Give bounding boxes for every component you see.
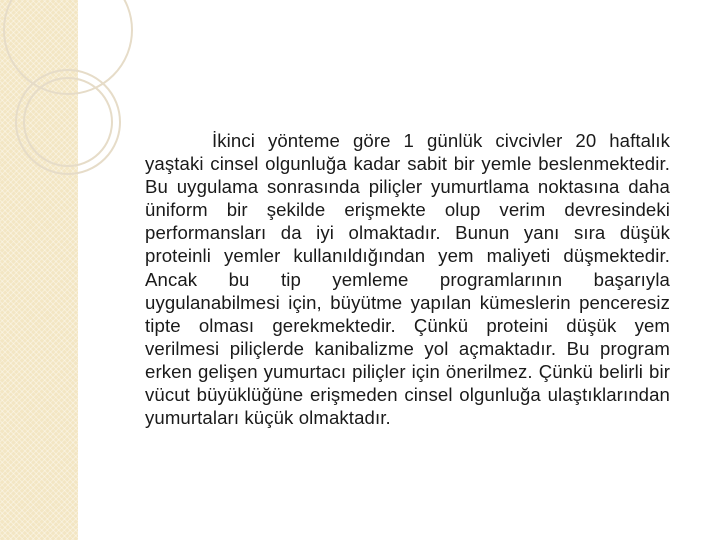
slide-body-text: İkinci yönteme göre 1 günlük civcivler 20 haftalık yaştaki cinsel olgunluğa kadar sabit bir yemle beslenmektedir. Bu uygulama sonrasında piliçler yumurtlama noktasına daha üniform bir şekilde erişmekte olup verim devresindeki performansları da iyi olmaktadır. Bunun yanı sıra düşük proteinli yemler kullanıldığından yem maliyeti düşmektedir. Ancak bu tip yemleme programlarının başarıyla uygulanabilmesi için, büyütme yapılan kümeslerin penceresiz tipte olması gerekmektedir. Çünkü proteini düşük yem verilmesi piliçlerde kanibalizme yol açmaktadır. Bu program erken gelişen yumurtacı piliçler için önerilmez. Çünkü belirli bir vücut büyüklüğüne erişmeden cinsel olgunluğa ulaştıklarından yumurtaları küçük olmaktadır. bbox=[145, 130, 670, 429]
decorative-sidebar bbox=[0, 0, 78, 540]
